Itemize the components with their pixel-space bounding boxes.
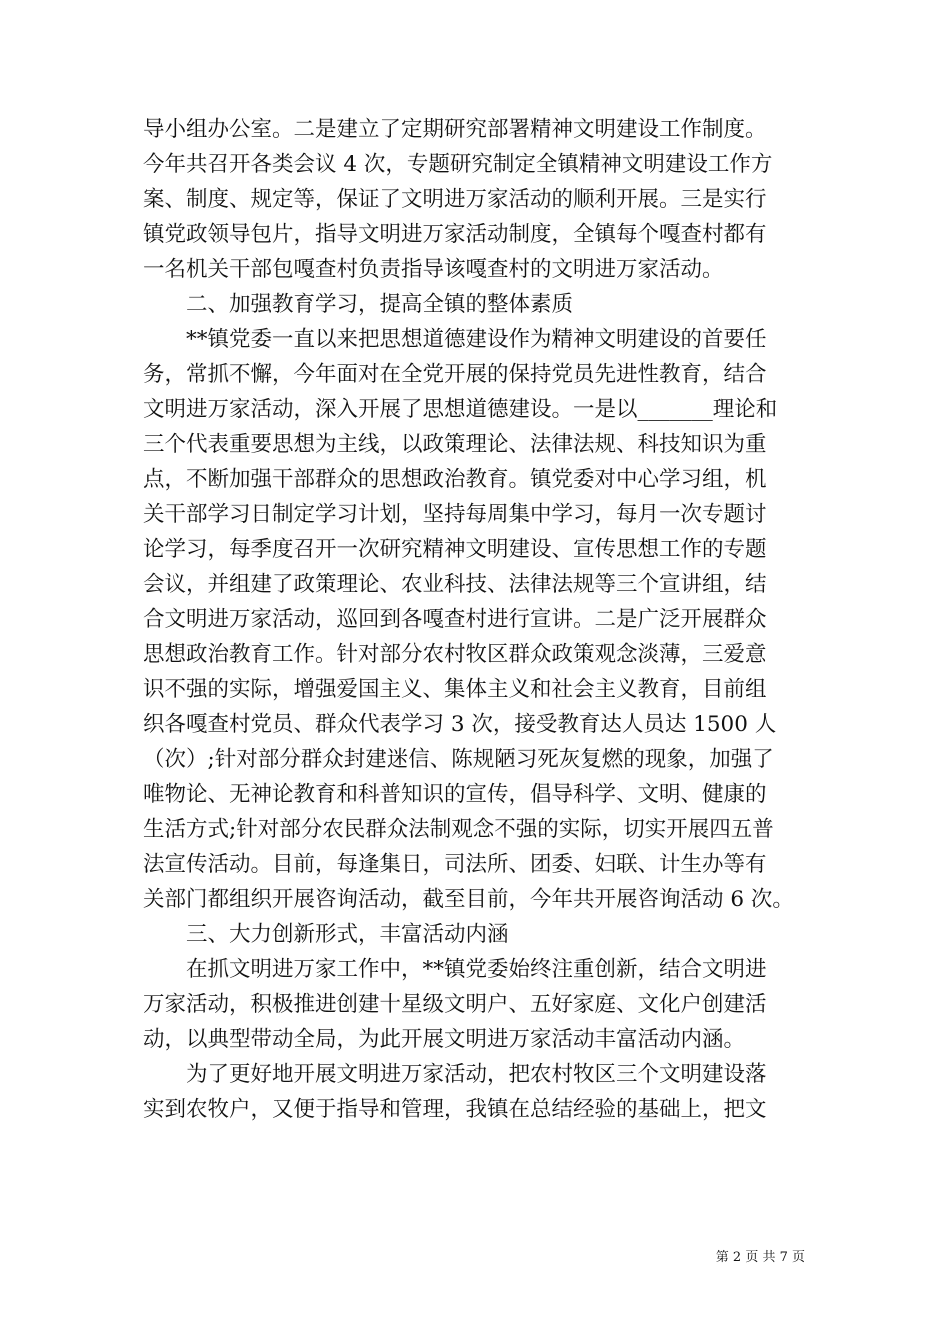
text-line: 三个代表重要思想为主线，以政策理论、法律法规、科技知识为重 bbox=[143, 432, 767, 457]
text-line: **镇党委一直以来把思想道德建设作为精神文明建设的首要任 bbox=[143, 327, 767, 352]
text-line: 实到农牧户，又便于指导和管理，我镇在总结经验的基础上，把文 bbox=[143, 1097, 767, 1122]
text-line: 关部门都组织开展咨询活动，截至目前，今年共开展咨询活动 6 次。 bbox=[143, 887, 794, 912]
text-line: 案、制度、规定等，保证了文明进万家活动的顺利开展。三是实行 bbox=[143, 187, 767, 212]
text-line: 论学习，每季度召开一次研究精神文明建设、宣传思想工作的专题 bbox=[143, 537, 767, 562]
text-line: 三、大力创新形式，丰富活动内涵 bbox=[143, 922, 509, 947]
text-line: 在抓文明进万家工作中，**镇党委始终注重创新，结合文明进 bbox=[143, 957, 767, 982]
text-line: 唯物论、无神论教育和科普知识的宣传，倡导科学、文明、健康的 bbox=[143, 782, 767, 807]
text-line: 关干部学习日制定学习计划，坚持每周集中学习，每月一次专题讨 bbox=[143, 502, 767, 527]
text-line: 文明进万家活动，深入开展了思想道德建设。一是以_______理论和 bbox=[143, 397, 778, 422]
text-line: 一名机关干部包嘎查村负责指导该嘎查村的文明进万家活动。 bbox=[143, 257, 724, 282]
text-line: 点，不断加强干部群众的思想政治教育。镇党委对中心学习组，机 bbox=[143, 467, 767, 492]
page-number-footer: 第 2 页 共 7 页 bbox=[715, 1250, 805, 1265]
text-line: 万家活动，积极推进创建十星级文明户、五好家庭、文化户创建活 bbox=[143, 992, 767, 1017]
text-line: 识不强的实际，增强爱国主义、集体主义和社会主义教育，目前组 bbox=[143, 677, 767, 702]
text-line: 今年共召开各类会议 4 次，专题研究制定全镇精神文明建设工作方 bbox=[143, 152, 773, 177]
text-line: 务，常抓不懈，今年面对在全党开展的保持党员先进性教育，结合 bbox=[143, 362, 767, 387]
text-line: 为了更好地开展文明进万家活动，把农村牧区三个文明建设落 bbox=[143, 1062, 767, 1087]
text-line: 法宣传活动。目前，每逢集日，司法所、团委、妇联、计生办等有 bbox=[143, 852, 767, 877]
document-body bbox=[143, 112, 813, 1127]
text-line: 思想政治教育工作。针对部分农村牧区群众政策观念淡薄，三爱意 bbox=[143, 642, 767, 667]
text-line: 织各嘎查村党员、群众代表学习 3 次，接受教育达人员达 1500 人 bbox=[143, 712, 777, 737]
text-line: 会议，并组建了政策理论、农业科技、法律法规等三个宣讲组，结 bbox=[143, 572, 767, 597]
text-line: （次）;针对部分群众封建迷信、陈规陋习死灰复燃的现象，加强了 bbox=[143, 747, 774, 772]
text-line: 合文明进万家活动，巡回到各嘎查村进行宣讲。二是广泛开展群众 bbox=[143, 607, 767, 632]
text-line: 镇党政领导包片，指导文明进万家活动制度，全镇每个嘎查村都有 bbox=[143, 222, 767, 247]
text-line: 动，以典型带动全局，为此开展文明进万家活动丰富活动内涵。 bbox=[143, 1027, 746, 1052]
text-line: 导小组办公室。二是建立了定期研究部署精神文明建设工作制度。 bbox=[143, 117, 767, 142]
text-line: 生活方式;针对部分农民群众法制观念不强的实际，切实开展四五普 bbox=[143, 817, 774, 842]
text-line: 二、加强教育学习，提高全镇的整体素质 bbox=[143, 292, 574, 317]
